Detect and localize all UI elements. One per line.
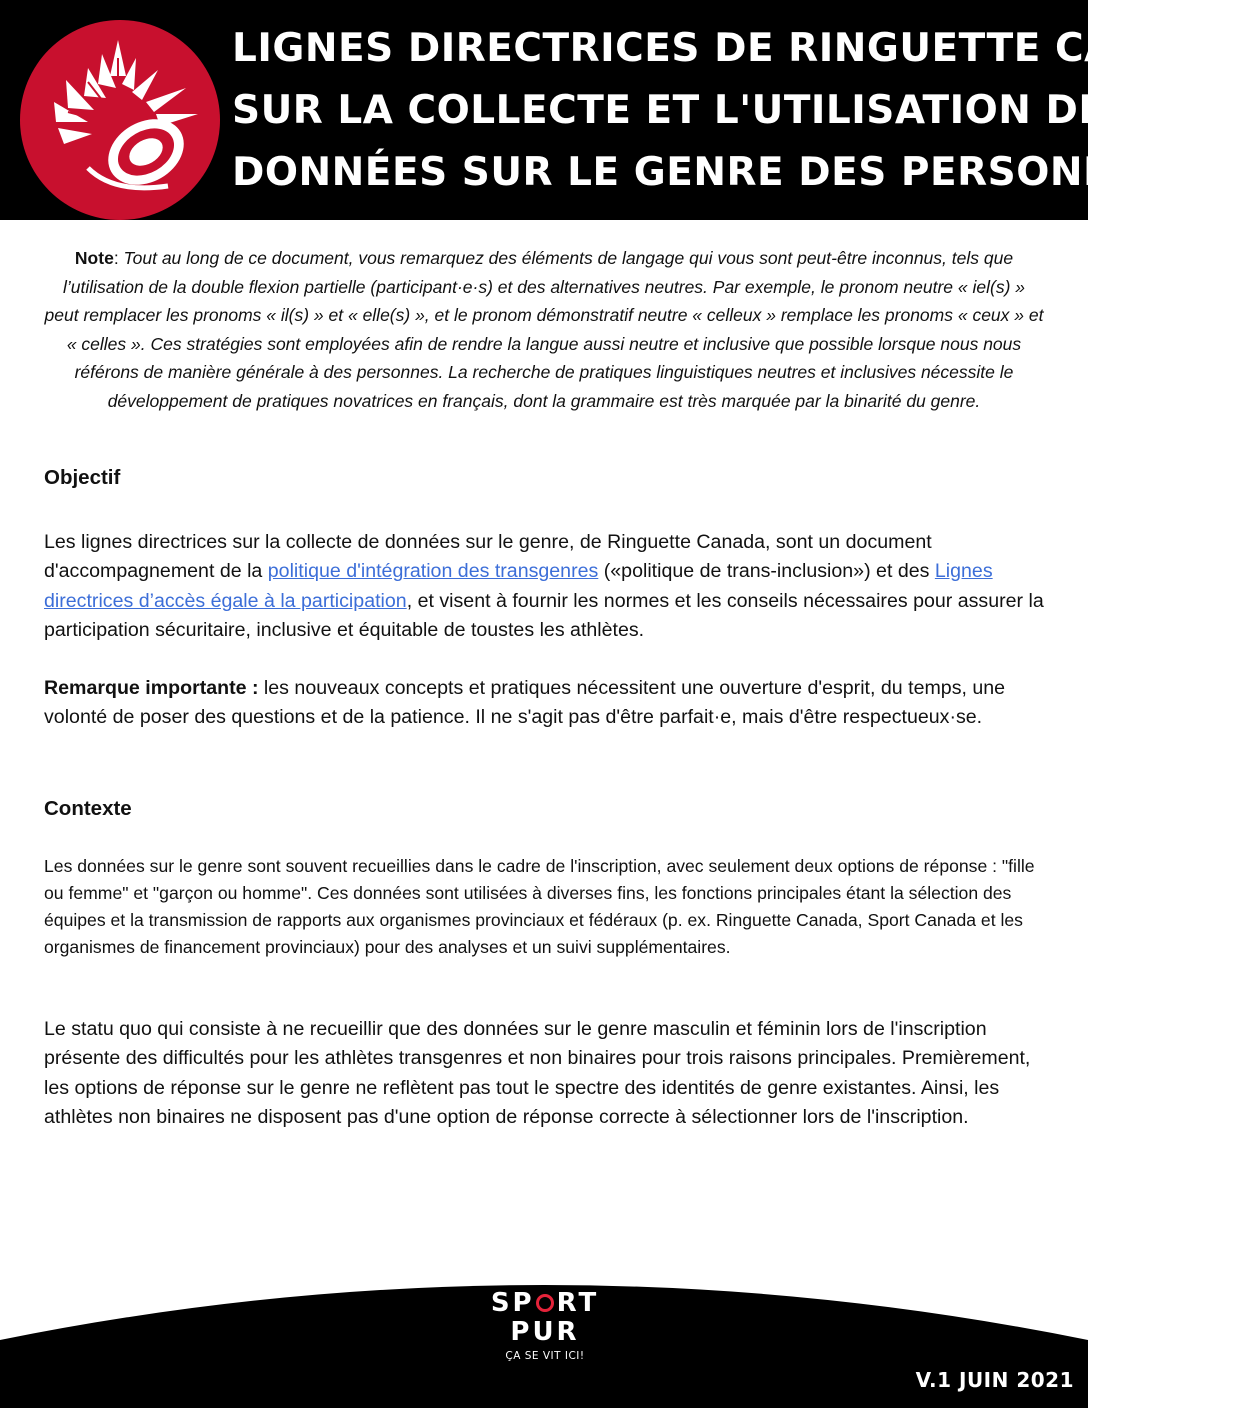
sport-pur-tagline: ÇA SE VIT ICI!	[505, 1350, 585, 1362]
note-label: Note	[74, 248, 114, 268]
sport-word-start: SP	[490, 1288, 535, 1318]
pur-wordmark: PUR	[510, 1317, 580, 1347]
sport-o-ring-icon	[536, 1294, 554, 1312]
objectif-text-a: Les lignes directrices sur la collecte de données sur le genre, de Ringuette Canada, sont un document d'accompagnement de la	[44, 531, 932, 583]
important-remark-paragraph	[44, 674, 1044, 733]
sport-wordmark	[480, 1288, 610, 1318]
section-heading-contexte: Contexte	[44, 797, 132, 820]
contexte-paragraph-1: Les données sur le genre sont souvent recueillies dans le cadre de l'inscription, avec seulement deux options de réponse : "fille ou femme" et "garçon ou homme". Ces données sont utilisées à diverses fins, les fonctions principales étant la sélection des équipes et la transmission de rapports aux organismes provinciaux et fédéraux (p. ex. Ringuette Canada, Sport Canada et les organismes de financement provinciaux) pour des analyses et un suivi supplémentaires.	[44, 856, 1035, 957]
sport-pur-logo	[480, 1288, 610, 1362]
ringette-canada-logo-icon	[18, 18, 222, 222]
transgender-policy-link[interactable]: politique d'intégration des transgenres	[267, 560, 599, 583]
objectif-text-b: («politique de trans-inclusion») et des	[598, 560, 935, 583]
remark-text: les nouveaux concepts et pratiques nécessitent une ouverture d'esprit, du temps, une volonté de poser des questions et de la patience. Il ne s'agit pas d'être parfait·e, mais d'être respectueux·se.	[44, 677, 1006, 729]
objectif-paragraph	[44, 528, 1044, 645]
remark-label: Remarque importante :	[44, 677, 259, 699]
document-version: V.1 JUIN 2021	[915, 1368, 1074, 1392]
page-title	[232, 18, 1242, 204]
title-line: SUR LA COLLECTE ET L'UTILISATION DES	[232, 88, 1135, 133]
page-header	[0, 0, 1242, 220]
sport-word-end: RT	[556, 1288, 600, 1318]
title-line: LIGNES DIRECTRICES DE RINGUETTE CANADA	[232, 26, 1242, 71]
note-separator: :	[113, 248, 124, 268]
equal-access-guidelines-link[interactable]: Lignes directrices d’accès égale à la participation	[44, 560, 993, 612]
language-note	[44, 244, 1044, 416]
title-line: DONNÉES SUR LE GENRE DES PERSONNES	[232, 150, 1172, 195]
objectif-text-c: , et visent à fournir les normes et les conseils nécessaires pour assurer la participation sécuritaire, inclusive et équitable de toustes les athlètes.	[44, 589, 1044, 641]
contexte-paragraph-2: Le statu quo qui consiste à ne recueillir que des données sur le genre masculin et féminin lors de l'inscription présente des difficultés pour les athlètes transgenres et non binaires pour trois raisons principales. Premièrement, les options de réponse sur le genre ne reflètent pas tout le spectre des identités de genre existantes. Ainsi, les athlètes non binaires ne disposent pas d'une option de réponse correcte à sélectionner lors de l'inscription.	[44, 1018, 1031, 1128]
section-heading-objectif: Objectif	[44, 466, 121, 489]
note-text: Tout au long de ce document, vous remarquez des éléments de langage qui vous sont peut-être inconnus, tels que l’utilisation de la double flexion partielle (participant·e·s) et des alternatives neutres. Par exemple, le pronom neutre « iel(s) » peut remplacer les pronoms « il(s) » et « elle(s) », et le pronom démonstratif neutre « celleux » remplace les pronoms « ceux » et « celles ». Ces stratégies sont employées afin de rendre la langue aussi neutre et inclusive que possible lorsque nous nous référons de manière générale à des personnes. La recherche de pratiques linguistiques neutres et inclusives nécessite le développement de pratiques novatrices en français, dont la grammaire est très marquée par la binarité du genre.	[44, 248, 1044, 411]
